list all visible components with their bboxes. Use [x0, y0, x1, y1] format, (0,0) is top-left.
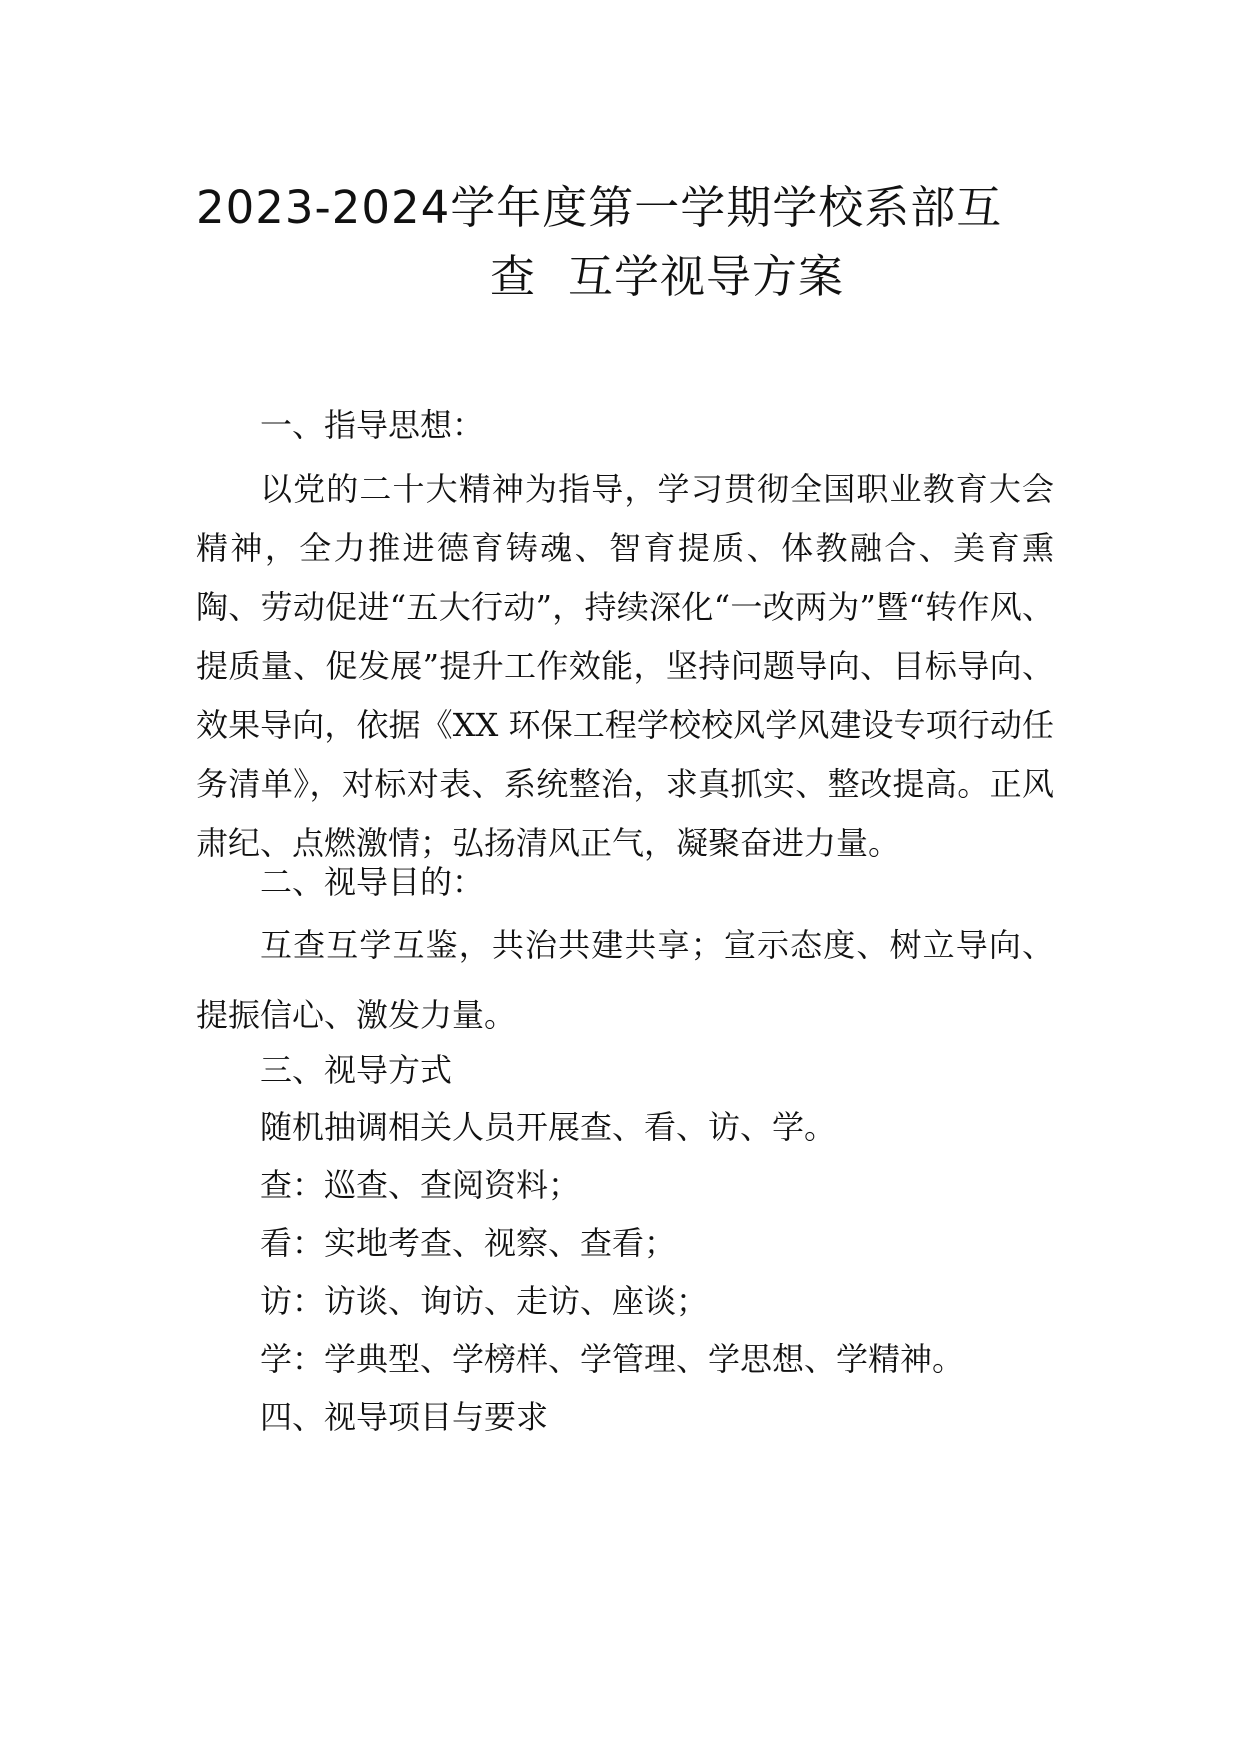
title-line-2-part-a: 查: [490, 250, 537, 303]
section-3-line: 访：访谈、询访、走访、座谈；: [260, 1282, 709, 1320]
section-1-paragraph: 以党的二十大精神为指导，学习贯彻全国职业教育大会精神，全力推进德育铸魂、智育提质、体教融合、美育熏陶、劳动促进“五大行动”，持续深化“一改两为”暨“转作风、提质量、促发展”提升工作效能，坚持问题导向、目标导向、效果导向，依据《XX 环保工程学校校风学风建设专项行动任务清单》，对标对表、系统整治，求真抓实、整改提高。正风肃纪、点燃激情；弘扬清风正气，凝聚奋进力量。: [196, 470, 1054, 862]
section-4-heading: 四、视导项目与要求: [260, 1398, 549, 1436]
section-2-paragraph: 互查互学互鉴，共治共建共享；宣示态度、树立导向、提振信心、激发力量。: [196, 926, 1054, 1034]
section-3-line: 学：学典型、学榜样、学管理、学思想、学精神。: [260, 1340, 965, 1378]
document-title-line-2: [490, 247, 844, 307]
section-2-heading: 二、视导目的：: [260, 863, 485, 901]
section-3-heading: 三、视导方式: [260, 1051, 453, 1089]
section-3-line: 查：巡查、查阅资料；: [260, 1166, 581, 1204]
section-3-line: 随机抽调相关人员开展查、看、访、学。: [260, 1108, 837, 1146]
title-line-2-part-b: 互学视导方案: [568, 250, 845, 303]
section-3-line: 看：实地考查、视察、查看；: [260, 1224, 677, 1262]
document-title-line-1: 2023-2024学年度第一学期学校系部互: [196, 181, 1003, 234]
section-1-heading: 一、指导思想：: [260, 406, 485, 444]
